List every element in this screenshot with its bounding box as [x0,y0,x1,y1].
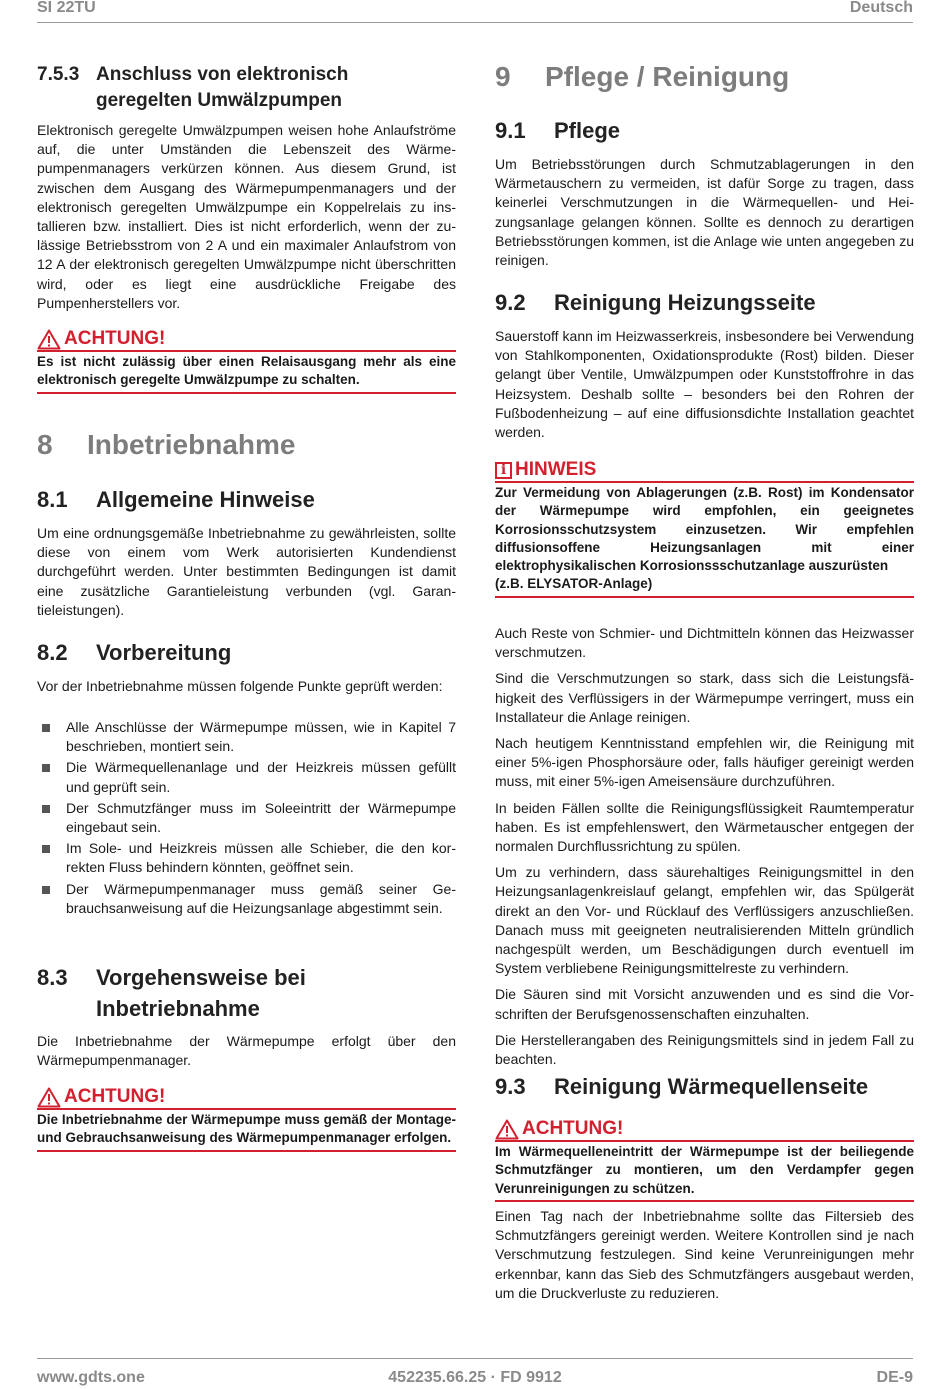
bullet-square-icon [42,845,50,853]
section-title: Pflege [554,118,621,143]
section-title: Reinigung Wärmequellenseite [554,1074,869,1099]
warning-title: ACHTUNG! [64,1086,166,1107]
chapter-8-heading [37,428,456,462]
chapter-title: Inbetriebnahme [87,429,296,460]
section-number: 9.1 [495,118,526,143]
warning-text: Im Wärmequelleneintritt der Wärmepumpe ist der beiliegende Schmutzfänger zu montieren, um den Verdampfer gegen Verunreinigungen zu schützen. [495,1144,914,1196]
paragraph: Auch Reste von Schmier- und Dichtmitteln können das Heizwasser verschmutzen. [495,625,914,661]
section-8-2-intro: Vor der Inbetriebnahme müssen folgende Punkte geprüft werden: [37,678,443,694]
list-item: Alle Anschlüsse der Wärmepumpe müssen, wie in Kapitel 7 beschrieben, montiert sein. [37,718,456,756]
info-icon: i [495,462,512,479]
warning-triangle-icon [37,1087,61,1108]
bullet-square-icon [42,724,50,732]
section-9-2-heading [495,289,914,317]
section-title-line2: geregelten Umwälzpumpen [96,90,342,111]
paragraph: Die Herstellerangaben des Reinigungsmittels sind in jedem Fall zu beachten. [495,1031,914,1068]
chapter-number: 8 [37,429,53,460]
bullet-square-icon [42,764,50,772]
paragraph: Nach heutigem Kenntnisstand empfehlen wir, die Reinigung mit einer 5%-igen Phosphorsäure oder, falls häufiger gereinigt werden muss, mit einer 5%-igen Ameisensäure durchzuführen. [495,735,914,790]
section-7-5-3-heading [37,62,456,114]
paragraph: Die Säuren sind mit Vorsicht anzuwenden und es sind die Vorschriften der Berufsgenossenschaften einzuhalten. [495,986,914,1022]
section-number: 8.3 [37,965,68,990]
section-9-2-text: Sauerstoff kann im Heizwasserkreis, insbesondere bei Verwendung von Stahlkomponenten, Oxidationsprodukte (Rost) bilden. Dieser gelangt über Ventile, Umwälzpumpen oder Kunststoffrohre in das Heizsystem. Deshalb sollte – besonders bei den Rohren der Fußbodenheizung – auf eine diffusionsdichte Installation geachtet werden. [495,328,914,441]
bullet-square-icon [42,886,50,894]
section-9-2-paragraphs [495,624,914,1076]
paragraph: Um zu verhindern, dass säurehaltiges Reinigungsmittel in den Heizungsanlagenkreislauf gelangt, empfehlen wir, das Spülgerät direkt an den Vor- und Rücklauf des Verflüssigers anzuschließen. Danach muss mit geeigneten neutralisierenden Mitteln gründlich nachgespült werden, um Beschädigungen durch eventuell im System verbliebene Reinigungsmittelreste zu verhindern. [495,864,914,977]
warning-note-3 [495,1118,914,1202]
page-header [37,0,913,23]
section-8-3-text: Die Inbetriebnahme der Wärmepumpe erfolgt über den Wärmepumpenmanager. [37,1033,456,1069]
section-number: 8.2 [37,640,68,665]
section-number: 9.2 [495,290,526,315]
paragraph: Sind die Verschmutzungen so stark, dass sich die Leistungsfähigkeit des Verflüssigers in der Wärmepumpe verringert, muss ein Installateur die Anlage reinigen. [495,670,914,725]
hint-note [495,459,914,598]
checklist [37,718,456,920]
section-number: 9.3 [495,1074,526,1099]
header-language: Deutsch [849,0,913,16]
paragraph: In beiden Fällen sollte die Reinigungsflüssigkeit Raumtemperatur haben. Es ist empfehlenswert, den Wärmetauscher entgegen der normalen Durchflussrichtung zu spülen. [495,799,914,855]
section-number: 7.5.3 [37,64,80,85]
section-8-2-heading [37,639,456,667]
header-model: SI 22TU [37,0,96,16]
list-item: Der Schmutzfänger muss im Soleeintritt der Wärmepumpe eingebaut sein. [37,799,456,837]
warning-title: ACHTUNG! [64,328,166,349]
hint-text: Zur Vermeidung von Ablagerungen (z.B. Rost) im Kondensator der Wärmepumpe wird empfohlen, ein geeignetes Korrosionsschutzsystem einzusetzen. Wir empfehlen diffusionsoffene Heizungsanlagen mit einer elektrophysikalischen Korrosionssschutzanlage auszurüsten [495,485,914,574]
bullet-square-icon [42,805,50,813]
chapter-9-heading [495,60,914,94]
section-9-1-heading [495,117,914,145]
footer-page-number: DE-9 [876,1369,913,1386]
warning-triangle-icon [37,329,61,350]
section-number: 8.1 [37,487,68,512]
page-footer [37,1358,913,1389]
warning-text: Es ist nicht zulässig über einen Relaisausgang mehr als eine elektronisch geregelte Umwälzpumpe zu schalten. [37,354,456,388]
section-title-line2: Inbetriebnahme [96,996,260,1021]
list-item: Der Wärmepumpenmanager muss gemäß seiner Gebrauchsanweisung auf die Heizungsanlage abgestimmt sein. [37,880,456,918]
list-item: Im Sole- und Heizkreis müssen alle Schieber, die den korrekten Fluss behindern könnten, geöffnet sein. [37,839,456,877]
section-9-3-text: Einen Tag nach der Inbetriebnahme sollte das Filtersieb des Schmutzfängers gereinigt werden. Weitere Kontrollen sind je nach Verschmutzung festzulegen. Sind keine Verunreinigungen mehr erkennbar, kann das Sieb des Schmutzfängers ausgebaut werden, um die Druckverluste zu reduzieren. [495,1208,914,1301]
section-8-1-text: Um eine ordnungsgemäße Inbetriebnahme zu gewährleisten, sollte diese von einem vom Werk autorisierten Kundendienst durchgeführt werden. Unter bestimmten Bedingungen ist damit eine zusätzliche Garantieleistung verbunden (vgl. Garantieleistungen). [37,525,456,618]
section-title: Vorbereitung [96,640,232,665]
chapter-title: Pflege / Reinigung [545,61,790,92]
warning-title: ACHTUNG! [522,1118,624,1139]
warning-triangle-icon [495,1119,519,1140]
list-item: Die Wärmequellenanlage und der Heizkreis müssen gefüllt und geprüft sein. [37,758,456,796]
section-9-3-heading [495,1073,914,1101]
warning-note-2 [37,1086,456,1152]
section-title: Reinigung Heizungsseite [554,290,816,315]
footer-doc-number: 452235.66.25 · FD 9912 [388,1369,562,1386]
warning-text: Die Inbetriebnahme der Wärmepumpe muss gemäß der Montage- und Gebrauchsanweisung des Wärmepumpenmanager erfolgen. [37,1112,456,1146]
warning-note-1 [37,328,456,394]
section-8-1-heading [37,486,456,514]
section-7-5-3-text: Elektronisch geregelte Umwälzpumpen weisen hohe Anlaufströme auf, die unter Umständen die Lebenszeit des Wärmepumpenmanagers verkürzen können. Aus diesem Grund, ist zwischen dem Ausgang des Wärmepumpenmanagers und der elektronisch geregelten Umwälzpumpe ein Koppelrelais zu installieren bzw. installiert. Dies ist nicht erforderlich, wenn der zulässige Betriebsstrom von 2 A und ein maximaler Anlaufstrom von 12 A der elektronisch geregelten Umwälzpumpe nicht überschritten wird, oder es liegt eine ausdrückliche Freigabe des Pumpenherstellers vor. [37,122,456,311]
hint-text-2: (z.B. ELYSATOR-Anlage) [495,576,653,592]
hint-title: HINWEIS [515,459,597,480]
section-title: Allgemeine Hinweise [96,487,315,512]
section-8-3-heading [37,962,456,1024]
chapter-number: 9 [495,61,511,92]
section-title-line1: Vorgehensweise bei [96,965,306,990]
footer-website: www.gdts.one [37,1369,145,1386]
section-9-1-text: Um Betriebsstörungen durch Schmutzablagerungen in den Wärmetauschern zu vermeiden, ist dafür Sorge zu tragen, dass keinerlei Verschmutzungen in die Wärmequellen- und Heizungsanlage gelangen können. Sollte es dennoch zu derartigen Betriebsstörungen kommen, ist die Anlage wie unten angegeben zu reinigen. [495,156,914,269]
section-title-line1: Anschluss von elektronisch [96,64,349,85]
